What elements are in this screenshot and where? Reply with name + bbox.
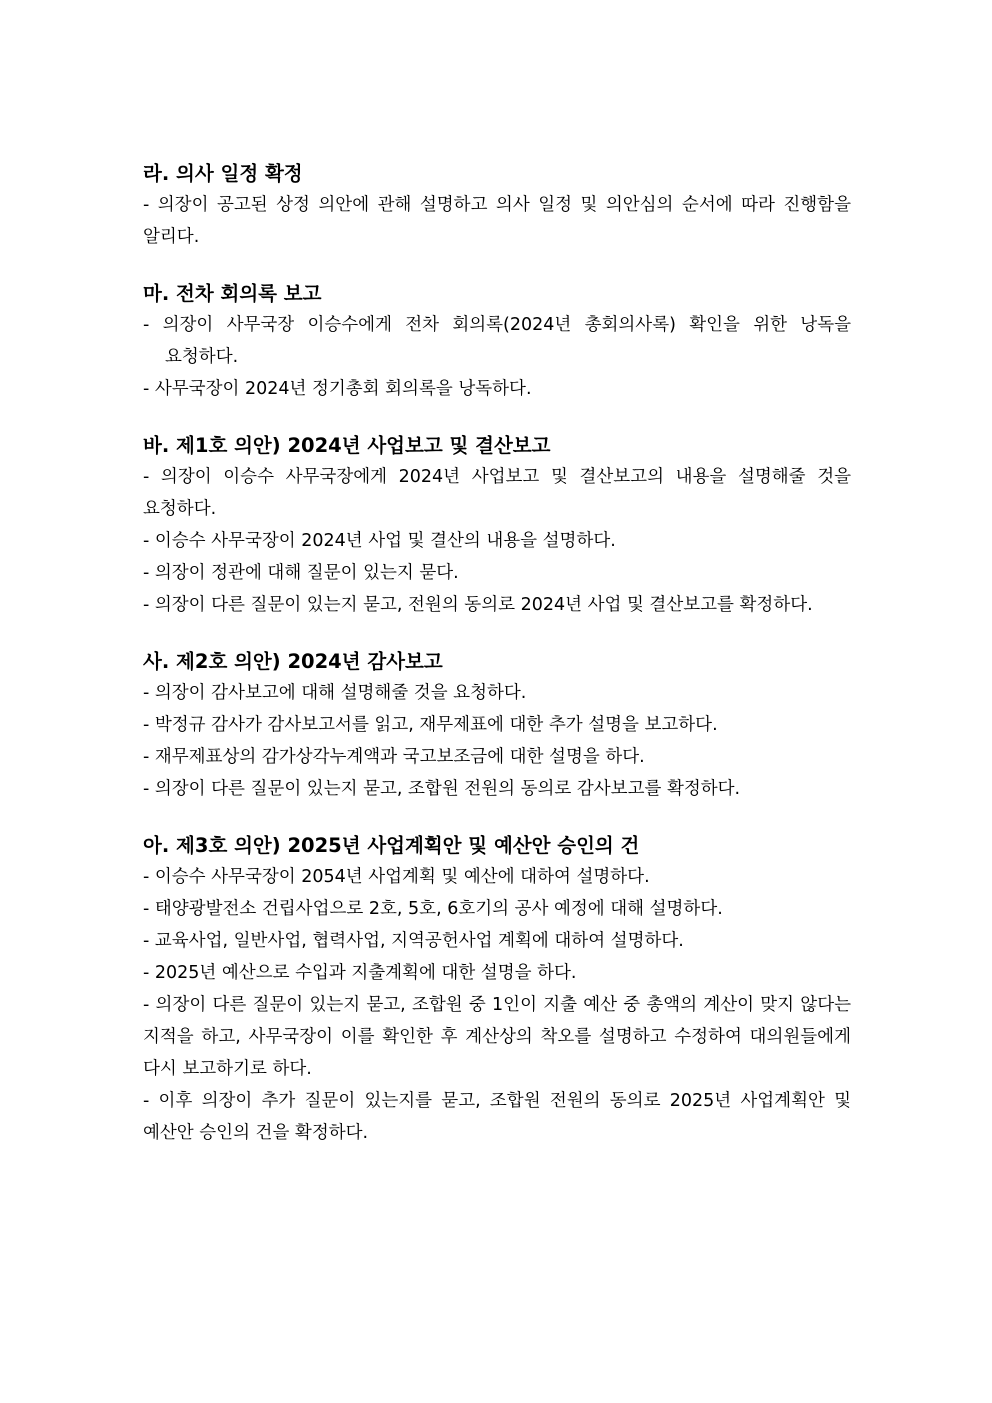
section-title: 마. 전차 회의록 보고 (143, 282, 322, 305)
section-title: 라. 의사 일정 확정 (143, 162, 303, 185)
paragraph: - 재무제표상의 감가상각누계액과 국고보조금에 대한 설명을 하다. (143, 747, 645, 767)
minutes-document (143, 160, 851, 1176)
paragraph: - 의장이 사무국장 이승수에게 전차 회의록(2024년 총회의사록) 확인을 위한 낭독을 요청하다. (143, 315, 851, 367)
section-agenda-2-audit-report (143, 648, 851, 805)
paragraph: - 의장이 다른 질문이 있는지 묻고, 조합원 전원의 동의로 감사보고를 확정하다. (143, 779, 741, 799)
paragraph: - 의장이 공고된 상정 의안에 관해 설명하고 의사 일정 및 의안심의 순서에 따라 진행함을 알리다. (143, 195, 851, 247)
section-title: 아. 제3호 의안) 2025년 사업계획안 및 예산안 승인의 건 (143, 834, 640, 857)
section-agenda-confirmation (143, 160, 851, 253)
section-title: 바. 제1호 의안) 2024년 사업보고 및 결산보고 (143, 434, 551, 457)
section-agenda-1-business-report (143, 432, 851, 621)
section-title: 사. 제2호 의안) 2024년 감사보고 (143, 650, 443, 673)
paragraph: - 태양광발전소 건립사업으로 2호, 5호, 6호기의 공사 예정에 대해 설명하다. (143, 899, 723, 919)
paragraph: - 사무국장이 2024년 정기총회 회의록을 낭독하다. (143, 379, 532, 399)
paragraph: - 이승수 사무국장이 2054년 사업계획 및 예산에 대하여 설명하다. (143, 867, 650, 887)
paragraph: - 이승수 사무국장이 2024년 사업 및 결산의 내용을 설명하다. (143, 531, 616, 551)
paragraph: - 의장이 이승수 사무국장에게 2024년 사업보고 및 결산보고의 내용을 설명해줄 것을 요청하다. (143, 467, 851, 519)
paragraph: - 의장이 정관에 대해 질문이 있는지 묻다. (143, 563, 459, 583)
paragraph: - 2025년 예산으로 수입과 지출계획에 대한 설명을 하다. (143, 963, 577, 983)
paragraph: - 박정규 감사가 감사보고서를 읽고, 재무제표에 대한 추가 설명을 보고하다. (143, 715, 718, 735)
paragraph: - 의장이 감사보고에 대해 설명해줄 것을 요청하다. (143, 683, 527, 703)
paragraph: - 이후 의장이 추가 질문이 있는지를 묻고, 조합원 전원의 동의로 2025년 사업계획안 및 예산안 승인의 건을 확정하다. (143, 1091, 851, 1143)
paragraph: - 의장이 다른 질문이 있는지 묻고, 조합원 중 1인이 지출 예산 중 총액의 계산이 맞지 않다는 지적을 하고, 사무국장이 이를 확인한 후 계산상의 착오를 설명하고 수정하여 대의원들에게 다시 보고하기로 하다. (143, 995, 851, 1079)
section-agenda-3-business-plan (143, 832, 851, 1149)
paragraph: - 의장이 다른 질문이 있는지 묻고, 전원의 동의로 2024년 사업 및 결산보고를 확정하다. (143, 595, 813, 615)
paragraph: - 교육사업, 일반사업, 협력사업, 지역공헌사업 계획에 대하여 설명하다. (143, 931, 684, 951)
section-previous-minutes-report (143, 280, 851, 405)
